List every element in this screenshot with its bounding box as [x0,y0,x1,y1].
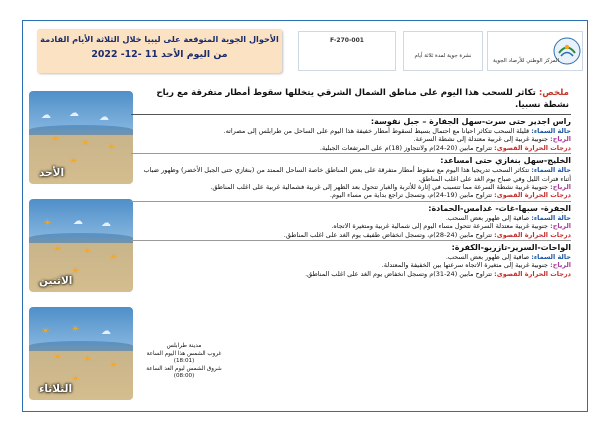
title-line-1: الأحوال الجوية المتوقعة على ليبيا خلال الثلاثة الأيام القادمة [40,34,279,44]
sunset-time: غروب الشمس هذا اليوم الساعة (18:01) [146,350,222,365]
map-day-label: الأحد [39,167,65,179]
wind-line [131,222,571,230]
temp-label: درجات الحرارة القصوى: [494,230,571,239]
summary-text: تكاثر للسحب هذا اليوم على مناطق الشمال الشرقي يتخللها سقوط أمطار متفرقة مع رياح نشطة نسبيا. [156,88,569,110]
sky-label: حالة السماء: [531,213,571,222]
temp-label: درجات الحرارة القصوى: [494,143,571,152]
region-title: الجفرة- سبها-غات- غدامس-الحمادة: [428,203,571,213]
bulletin-header [23,21,587,76]
temp-line [131,144,571,152]
wind-text: جنوبية غربية إلى متغيرة الاتجاه سرعتها بين الخفيفة والمعتدلة. [381,261,549,270]
wind-text: جنوبية غربية نشطة السرعة مما تتسبب في إثارة للأتربة والغبار تتحول بعد الظهر إلى غربية فشمالية غربية على اغلب المناطق. [210,183,549,192]
title-box [37,29,282,73]
forecast-map-day-2 [29,199,133,292]
region-section [131,242,571,279]
temp-line [131,270,571,278]
wind-label: الرياح: [550,183,571,192]
temp-text: تتراوح مابين (24-28)م، وتسجل انخفاض طفيف يوم الغد على اغلب المناطق. [283,230,493,239]
temp-text: تتراوح مابين (24-31)م وتسجل انخفاض يوم الغد على اغلب المناطق. [305,269,493,278]
summary-label: ملخص: [538,88,569,98]
sun-icon: ☀ [71,266,80,277]
sun-icon: ☀ [109,252,118,263]
region-section [131,116,571,154]
map-day-label: الثلاثاء [39,383,73,395]
organization-box [487,31,583,71]
forecast-map-day-3 [29,307,133,400]
sky-label: حالة السماء: [531,166,571,175]
divider [131,114,571,115]
region-title: راس اجدير حتى سرت-سهل الجفارة – جبل نفوسة: [370,117,571,126]
sky-line [131,214,571,222]
temp-line [131,191,571,199]
sun-times [139,343,229,381]
bulletin-frame [22,20,588,412]
wind-text: جنوبية غربية إلى غربية معتدلة إلى نشطة السرعة. [413,135,549,144]
cloud-icon: ☁ [101,218,111,229]
wind-label: الرياح: [550,261,571,270]
document-code: F-270-001 [298,31,396,71]
coastline [29,125,133,135]
summary [131,83,581,111]
sky-text: صافية إلى ظهور بعض السحب. [445,253,530,262]
sky-line [131,166,571,183]
wind-line [131,183,571,191]
sky-text: صافية إلى ظهور بعض السحب. [445,213,530,222]
sun-icon: ☀ [41,326,50,337]
title-line-2: من اليوم الأحد 11 -12- 2022 [91,49,228,60]
sun-icon: ☀ [83,354,92,365]
region-section [131,155,571,202]
sun-times-city: مدينة طرابلس [166,343,202,349]
forecast-text-panel [131,83,581,343]
sun-icon: ☀ [53,244,62,255]
wind-text: جنوبية غربية معتدلة السرعة تتحول مساء اليوم إلى شمالية غربية ومتغيرة الاتجاه. [331,222,549,231]
cloud-icon: ☁ [41,110,51,121]
sun-icon: ☀ [109,360,118,371]
sun-icon: ☀ [71,324,80,335]
bulletin-type: نشرة جوية لمدة ثلاثة أيام [403,31,483,71]
sky-label: حالة السماء: [531,127,571,135]
temp-line [131,231,571,239]
temp-text: تتراوح مابين (20-24)م ولاتتجاوز (18)م على المرتفعات الجبلية. [319,143,493,152]
forecast-maps [29,91,133,411]
coastline [29,233,133,243]
cloud-icon: ☁ [99,112,109,123]
forecast-map-day-1 [29,91,133,184]
sky-text: تتكاثر السحب تدريجيا هذا اليوم مع سقوط أمطار متفرقة على بعض المناطق خاصة الساحل الممتد من (بنغازي حتى الجبل الأخضر) وظهور ضباب أثناء فترات الليل وفي صباح يوم الغد على اغلب المناطق. [143,166,571,183]
cloud-icon: ☁ [69,108,79,119]
sun-icon: ☀ [53,352,62,363]
cloud-icon: ☁ [101,326,111,337]
temp-label: درجات الحرارة القصوى: [494,191,571,200]
coastline [29,341,133,351]
cloud-icon: ☁ [73,216,83,227]
region-title: الواحات-السرير-تازربو-الكفرة: [451,243,571,253]
wind-label: الرياح: [550,222,571,231]
sky-label: حالة السماء: [531,253,571,262]
wind-line [131,135,571,143]
wind-line [131,261,571,269]
organization-name: المركز الوطني للأرصاد الجوية [492,58,560,64]
sun-icon: ☀ [51,134,60,145]
sky-text: قليلة السحب تتكاثر احيانا مع احتمال بسيط لسقوط أمطار خفيفة هذا اليوم على الساحل من طرابلس إلى مصراته. [223,127,530,135]
sky-line [131,127,571,135]
sunrise-time: شروق الشمس ليوم الغد الساعة (08:00) [146,365,222,380]
map-day-label: الاثنين [39,275,73,287]
sun-icon: ☀ [107,142,116,153]
temp-label: درجات الحرارة القصوى: [494,269,571,278]
region-title: الخليج-سهل بنغازي حتى امساعد: [440,156,571,166]
sky-line [131,253,571,261]
sun-icon: ☀ [43,218,52,229]
wind-label: الرياح: [550,135,571,144]
sun-icon: ☀ [83,246,92,257]
sun-icon: ☀ [71,374,80,385]
sun-icon: ☀ [69,156,78,167]
sun-icon: ☀ [81,138,90,149]
region-section [131,203,571,241]
temp-text: تتراوح مابين (19-24)م، وتسجل تراجع بداية من مساء اليوم. [329,191,493,200]
